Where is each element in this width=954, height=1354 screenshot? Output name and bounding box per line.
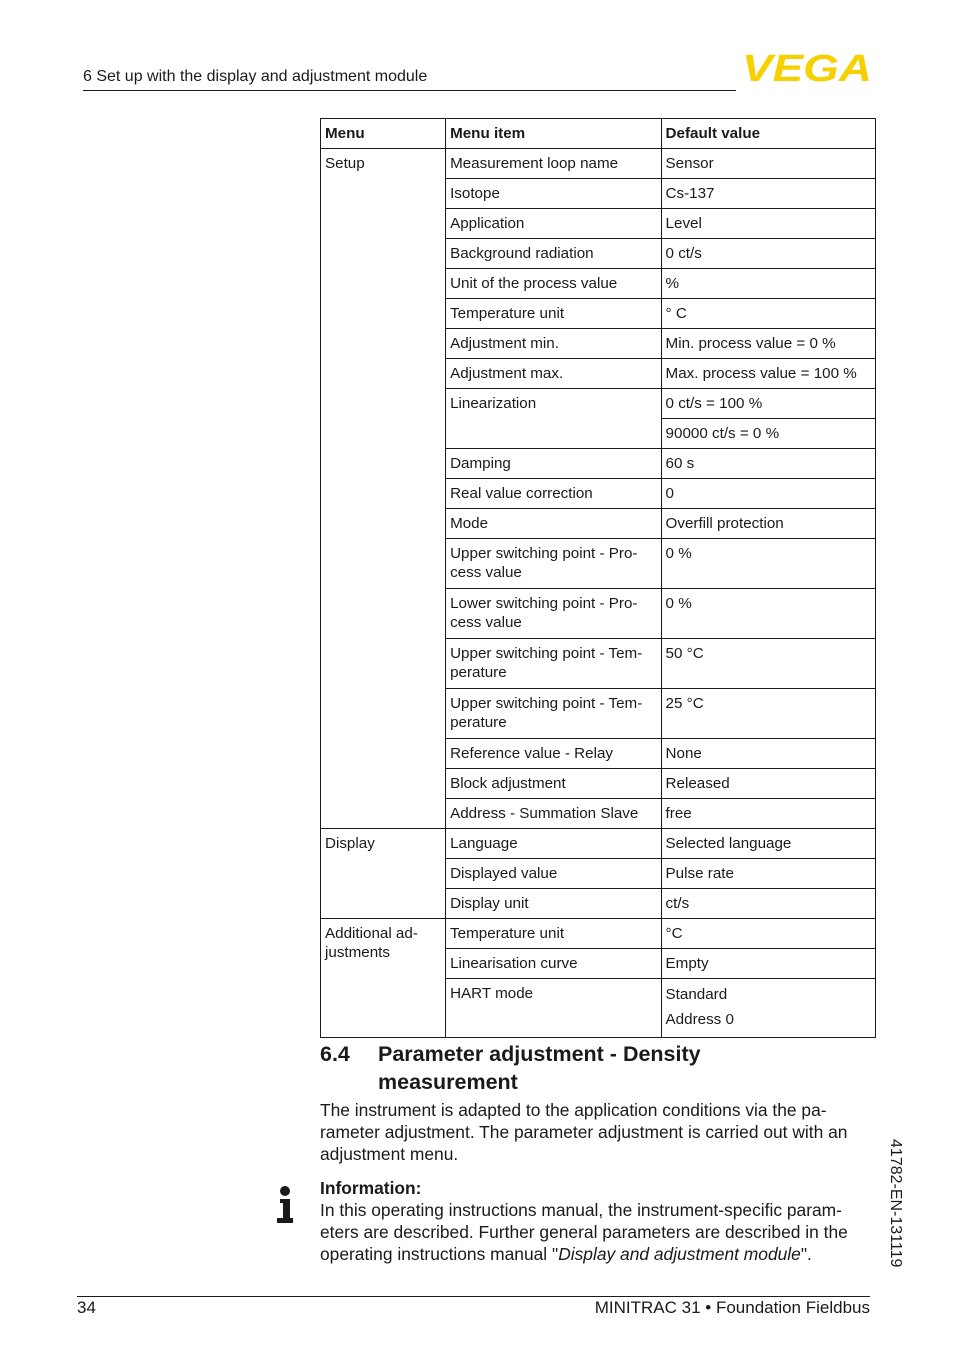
default-value-cell: 0 ct/s: [661, 239, 875, 269]
header-default-value: Default value: [661, 119, 875, 149]
menu-item-cell: Background radiation: [446, 239, 661, 269]
default-value-cell: 0 %: [661, 589, 875, 639]
default-value-cell: Min. process value = 0 %: [661, 329, 875, 359]
information-heading: Information:: [320, 1178, 422, 1198]
information-icon: [276, 1186, 294, 1224]
menu-item-cell: Damping: [446, 449, 661, 479]
default-value-cell: 0: [661, 479, 875, 509]
menu-item-cell: Adjustment max.: [446, 359, 661, 389]
default-value-cell: ct/s: [661, 889, 875, 919]
menu-item-cell: Temperature unit: [446, 919, 661, 949]
information-text: In this operating instructions manual, the instrument-specific param-eters are described. Further general parameters are described in the operating instructions manual ": [320, 1200, 848, 1264]
default-value-cell: °C: [661, 919, 875, 949]
default-value-cell: ° C: [661, 299, 875, 329]
table-row: [321, 919, 876, 949]
menu-table: [320, 118, 876, 1038]
menu-item-cell: Display unit: [446, 889, 661, 919]
default-value-cell: 50 °C: [661, 639, 875, 689]
section-title: Parameter adjustment - Density measurement: [378, 1042, 701, 1094]
default-value-cell: None: [661, 739, 875, 769]
page-number: 34: [77, 1298, 96, 1317]
header-menu-item: Menu item: [446, 119, 661, 149]
menu-item-cell: HART mode: [446, 979, 661, 1038]
menu-item-cell: Language: [446, 829, 661, 859]
header-section-title: 6 Set up with the display and adjustment module: [83, 68, 428, 85]
section-number: 6.4: [320, 1042, 350, 1066]
menu-item-cell: Displayed value: [446, 859, 661, 889]
menu-item-cell: Upper switching point - Tem-perature: [446, 689, 661, 739]
menu-item-cell: Upper switching point - Pro-cess value: [446, 539, 661, 589]
default-value-cell: Level: [661, 209, 875, 239]
menu-item-cell: Lower switching point - Pro-cess value: [446, 589, 661, 639]
svg-text:VEGA: VEGA: [742, 52, 872, 84]
table-row: [321, 149, 876, 179]
section-paragraph: The instrument is adapted to the application conditions via the pa-rameter adjustment. The parameter adjustment is carried out with an adjustment menu.: [320, 1100, 848, 1164]
menu-cell: Display: [321, 829, 446, 919]
footer-rule: [77, 1296, 870, 1297]
vega-logo: [742, 52, 872, 84]
menu-item-cell: Application: [446, 209, 661, 239]
menu-cell: Setup: [321, 149, 446, 829]
document-code-text: 41782-EN-131119: [887, 1139, 904, 1268]
menu-item-cell: Measurement loop name: [446, 149, 661, 179]
menu-item-cell: Adjustment min.: [446, 329, 661, 359]
default-value-cell: 0 %: [661, 539, 875, 589]
default-value-cell: 0 ct/s = 100 %: [661, 389, 875, 419]
information-text-end: ".: [800, 1244, 812, 1264]
information-box: [320, 1177, 875, 1265]
default-value-cell: 60 s: [661, 449, 875, 479]
menu-item-cell: Unit of the process value: [446, 269, 661, 299]
menu-item-cell: Linearization: [446, 389, 661, 449]
default-value-cell: Selected language: [661, 829, 875, 859]
menu-item-cell: Isotope: [446, 179, 661, 209]
table-header-row: [321, 119, 876, 149]
default-value-cell: free: [661, 799, 875, 829]
menu-item-cell: Mode: [446, 509, 661, 539]
default-value-cell: 25 °C: [661, 689, 875, 739]
default-value-cell: Max. process value = 100 %: [661, 359, 875, 389]
default-value-cell: Overfill protection: [661, 509, 875, 539]
table-row: [321, 829, 876, 859]
default-value-cell: Sensor: [661, 149, 875, 179]
menu-cell: Additional ad-justments: [321, 919, 446, 1038]
default-value-cell: %: [661, 269, 875, 299]
menu-item-cell: Temperature unit: [446, 299, 661, 329]
default-value-cell: 90000 ct/s = 0 %: [661, 419, 875, 449]
menu-item-cell: Reference value - Relay: [446, 739, 661, 769]
default-value-cell: Pulse rate: [661, 859, 875, 889]
menu-item-cell: Linearisation curve: [446, 949, 661, 979]
header-menu: Menu: [321, 119, 446, 149]
footer-title: MINITRAC 31 • Foundation Fieldbus: [594, 1298, 870, 1317]
information-text-italic: Display and adjustment module: [558, 1244, 801, 1264]
header-rule: [83, 90, 736, 91]
default-value-cell: Cs-137: [661, 179, 875, 209]
menu-item-cell: Upper switching point - Tem-perature: [446, 639, 661, 689]
default-value-cell: Standard Address 0: [661, 979, 875, 1038]
menu-item-cell: Block adjustment: [446, 769, 661, 799]
menu-item-cell: Real value correction: [446, 479, 661, 509]
default-value-cell: Empty: [661, 949, 875, 979]
menu-item-cell: Address - Summation Slave: [446, 799, 661, 829]
default-value-cell: Released: [661, 769, 875, 799]
document-code: [886, 1139, 908, 1289]
